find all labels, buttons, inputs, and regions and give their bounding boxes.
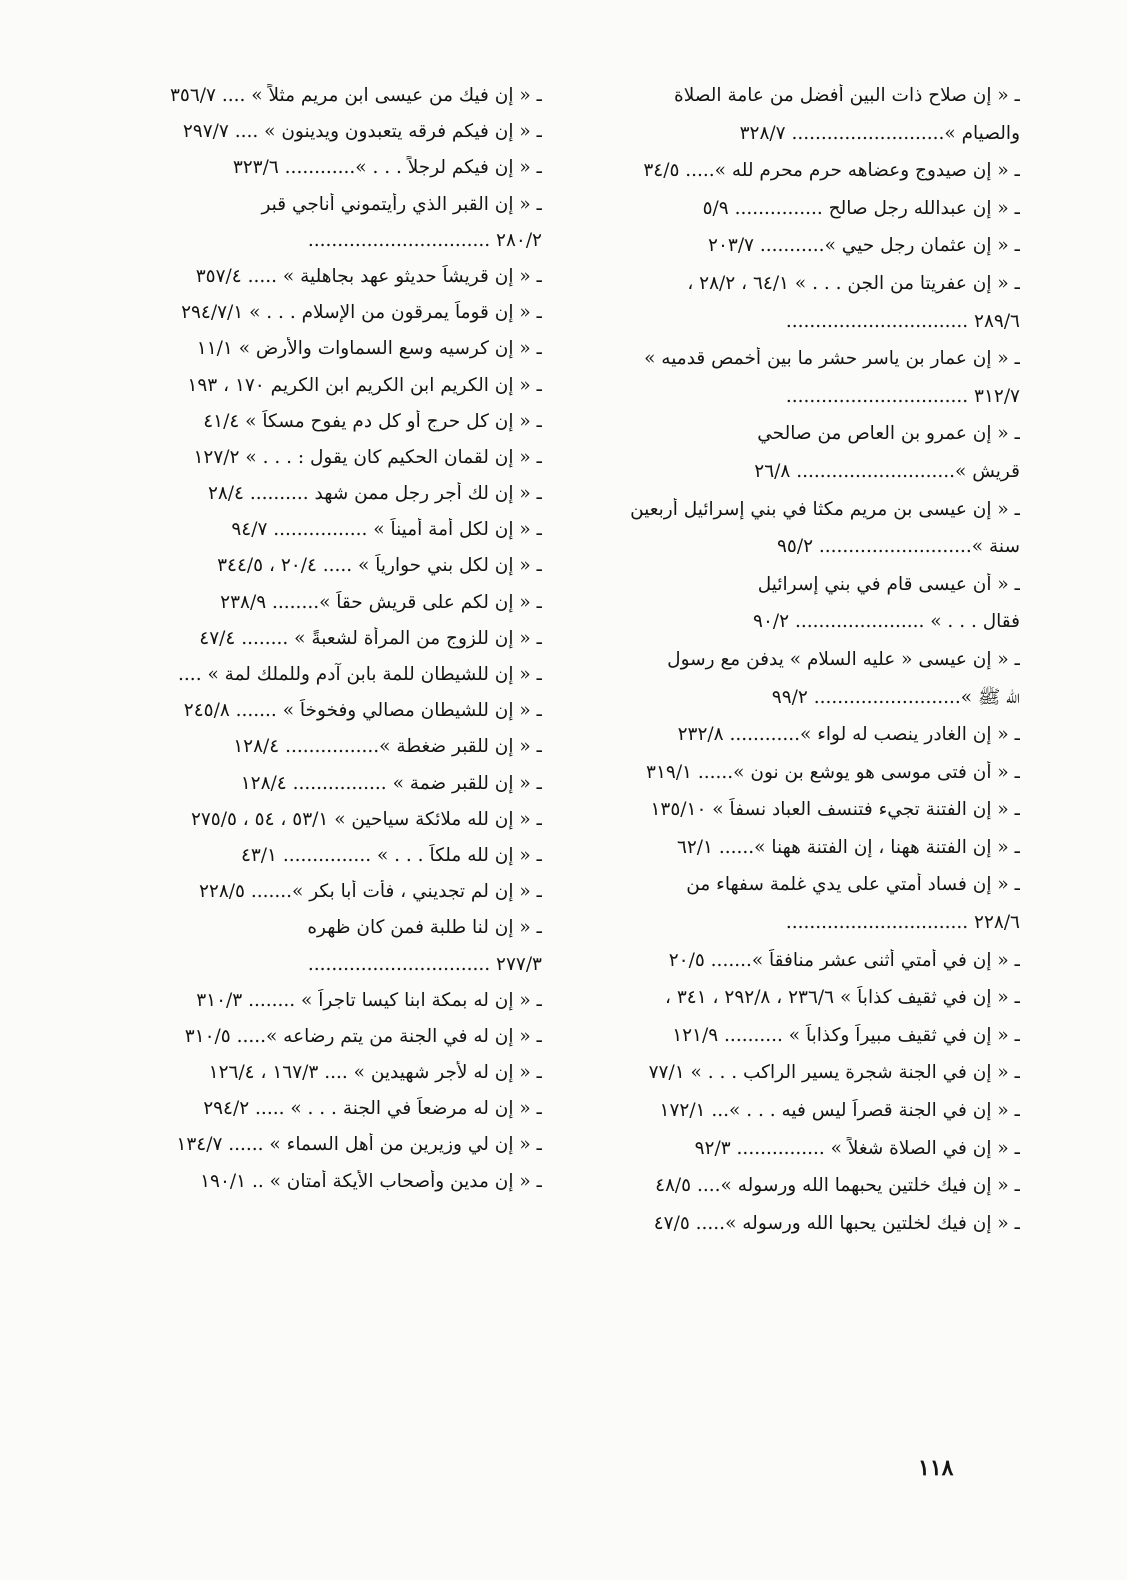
index-entry: ـ « أن عيسى قام في بني إسرائيل — [757, 573, 1020, 595]
index-entry: ـ « إن مدين وأصحاب الأيكة أمتان » .. ١٩٠/١ — [200, 1170, 542, 1192]
index-entry: ـ « إن لي وزيرين من أهل السماء » ...... ١٣٤/٧ — [176, 1134, 542, 1156]
index-entry: ـ « إن لله ملكاً . . . » ............... ٤٣/١ — [240, 844, 542, 866]
index-entry: ـ « إن عبدالله رجل صالح ............... ٥/٩ — [702, 197, 1020, 219]
index-entry: ـ « إن له مرضعاً في الجنة . . . » ..... ٢٩٤/٢ — [203, 1098, 542, 1120]
index-entry: ـ « إن فساد أمتي على يدي غلمة سفهاء من — [686, 874, 1020, 896]
index-entry: ـ « إن كل حرج أو كل دم يفوح مسكاً » ٤١/٤ — [203, 410, 542, 432]
index-entry: قريش »........................... ٢٦/٨ — [754, 460, 1020, 482]
index-entry: سنة ».......................... ٩٥/٢ — [776, 536, 1020, 558]
index-entry: ـ « إن لكل بني حوارياً » ..... ٢٠/٤ ، ٣٤٤/٥ — [217, 555, 542, 577]
index-entry: ـ « إن فيك خلتين يحبهما الله ورسوله ».... ٤٨/٥ — [655, 1175, 1020, 1197]
index-entry: ـ « إن فيكم فرقه يتعبدون ويدينون » .... ٢٩٧/٧ — [182, 121, 542, 143]
index-entry: ـ « إن لنا طلبة فمن كان ظهره — [307, 917, 542, 939]
index-entry: ـ « إن في الجنة قصراً ليس فيه . . . »... ١٧٢/١ — [659, 1100, 1020, 1122]
index-entry: ٢٨٠/٢ ............................... — [307, 229, 542, 251]
index-entry: ـ « إن لكم على قريش حقاً »........ ٢٣٨/٩ — [220, 591, 542, 613]
index-entry: ـ « إن عيسى بن مريم مكثا في بني إسرائيل أربعين — [630, 498, 1020, 520]
index-entry: ـ « إن له في الجنة من يتم رضاعه »..... ٣١٠/٥ — [184, 1025, 542, 1047]
index-entry: فقال . . . » ...................... ٩٠/٢ — [753, 611, 1020, 633]
index-entry: ٢٢٨/٦ ............................... — [785, 912, 1020, 934]
index-entry: ـ « إن عمار بن ياسر حشر ما بين أخمص قدميه » — [644, 348, 1020, 370]
index-entry: الله ﷺ »......................... ٩٩/٢ — [771, 686, 1020, 708]
index-entry: ـ « إن الغادر ينصب له لواء »............ ٢٣٢/٨ — [677, 724, 1020, 746]
index-column-left — [97, 84, 542, 1206]
index-entry: ـ « إن للشيطان مصالي وفخوخاً » ....... ٢٤٥/٨ — [183, 700, 542, 722]
index-entry: ـ « إن لم تجديني ، فأت أبا بكر »....... ٢٢٨/٥ — [198, 881, 542, 903]
index-entry: والصيام ».......................... ٣٢٨/٧ — [739, 122, 1020, 144]
index-entry: ـ « إن للقبر ضمة » ................ ١٢٨/٤ — [240, 772, 542, 794]
index-entry: ـ « إن في ثقيف مبيراً وكذاباً » .......... ١٢١/٩ — [672, 1024, 1020, 1046]
index-entry: ـ « إن للزوج من المرأة لشعبةً » ........ ٤٧/٤ — [199, 627, 542, 649]
index-entry: ـ « إن صيدوج وعضاهه حرم محرم لله »..... ٣٤/٥ — [643, 160, 1020, 182]
index-entry: ـ « إن لقمان الحكيم كان يقول : . . . » ١٢٧/٢ — [193, 446, 542, 468]
index-entry: ـ « إن في الصلاة شغلاً » ............... ٩٢/٣ — [694, 1137, 1020, 1159]
index-entry: ـ « إن في ثقيف كذاباً » ٢٣٦/٦ ، ٢٩٢/٨ ، ٣٤١ ، — [664, 987, 1020, 1009]
index-entry: ـ « إن الفتنة ههنا ، إن الفتنة ههنا »...... ٦٢/١ — [676, 836, 1020, 858]
index-entry: ـ « إن فيك من عيسى ابن مريم مثلاً » .... ٣٥٦/٧ — [169, 85, 542, 106]
index-entry: ـ « أن فتى موسى هو يوشع بن نون »...... ٣١٩/١ — [646, 761, 1020, 783]
index-entry: ـ « إن كرسيه وسع السماوات والأرض » ١١/١ — [196, 338, 542, 360]
index-entry: ٢٨٩/٦ ............................... — [785, 310, 1020, 332]
index-entry: ـ « إن الفتنة تجيء فتنسف العباد نسفاً » ١٣٥/١٠ — [650, 799, 1020, 821]
index-entry: ـ « إن عيسى « عليه السلام » يدفن مع رسول — [667, 648, 1020, 670]
index-entry: ـ « إن قوماً يمرقون من الإسلام . . . » ٢٩٤/٧/١ — [181, 302, 542, 324]
index-entry: ـ « إن له بمكة ابنا كيسا تاجراً » ........ ٣١٠/٣ — [196, 989, 542, 1011]
index-entry: ٢٧٧/٣ ............................... — [307, 953, 542, 975]
index-entry: ـ « إن في الجنة شجرة يسير الراكب . . . » ٧٧/١ — [648, 1062, 1020, 1084]
index-entry: ـ « إن فيكم لرجلاً . . . »............ ٣٢٣/٦ — [232, 157, 542, 179]
index-entry: ـ « إن لكل أمة أميناً » ................ ٩٤/٧ — [231, 519, 542, 541]
index-entry: ـ « إن للقبر ضغطة »................ ١٢٨/٤ — [233, 736, 542, 758]
index-entry: ـ « إن عمرو بن العاص من صالحي — [757, 423, 1020, 445]
index-entry: ـ « إن فيك لخلتين يحبها الله ورسوله »..... ٤٧/٥ — [653, 1212, 1020, 1234]
index-entry: ـ « إن لله ملائكة سياحين » ٥٣/١ ، ٥٤ ، ٢٧٥/٥ — [190, 808, 542, 830]
index-entry: ـ « إن قريشاً حديثو عهد بجاهلية » ..... ٣٥٧/٤ — [195, 265, 542, 287]
index-entry: ـ « إن له لأجر شهيدين » .... ١٦٧/٣ ، ١٢٦/٤ — [208, 1062, 542, 1084]
index-column-right — [578, 84, 1020, 1249]
index-entry: ـ « إن في أمتي أثنى عشر منافقاً »....... ٢٠/٥ — [668, 949, 1020, 971]
index-entry: ـ « إن الكريم ابن الكريم ابن الكريم ١٧٠ ، ١٩٣ — [187, 374, 542, 396]
index-entry: ٣١٢/٧ ............................... — [785, 385, 1020, 407]
index-entry: ـ « إن عفريتا من الجن . . . » ٦٤/١ ، ٢٨/٢ ، — [687, 272, 1020, 294]
index-entry: ـ « إن للشيطان للمة بابن آدم وللملك لمة » .... — [178, 664, 542, 685]
index-entry: ـ « إن صلاح ذات البين أفضل من عامة الصلاة — [674, 85, 1020, 106]
page-number: ١١٨ — [918, 1455, 954, 1481]
index-entry: ـ « إن القبر الذي رأيتموني أناجي قبر — [261, 193, 542, 215]
index-entry: ـ « إن عثمان رجل حيي »........... ٢٠٣/٧ — [708, 235, 1020, 257]
index-entry: ـ « إن لك أجر رجل ممن شهد .......... ٢٨/٤ — [207, 483, 542, 505]
